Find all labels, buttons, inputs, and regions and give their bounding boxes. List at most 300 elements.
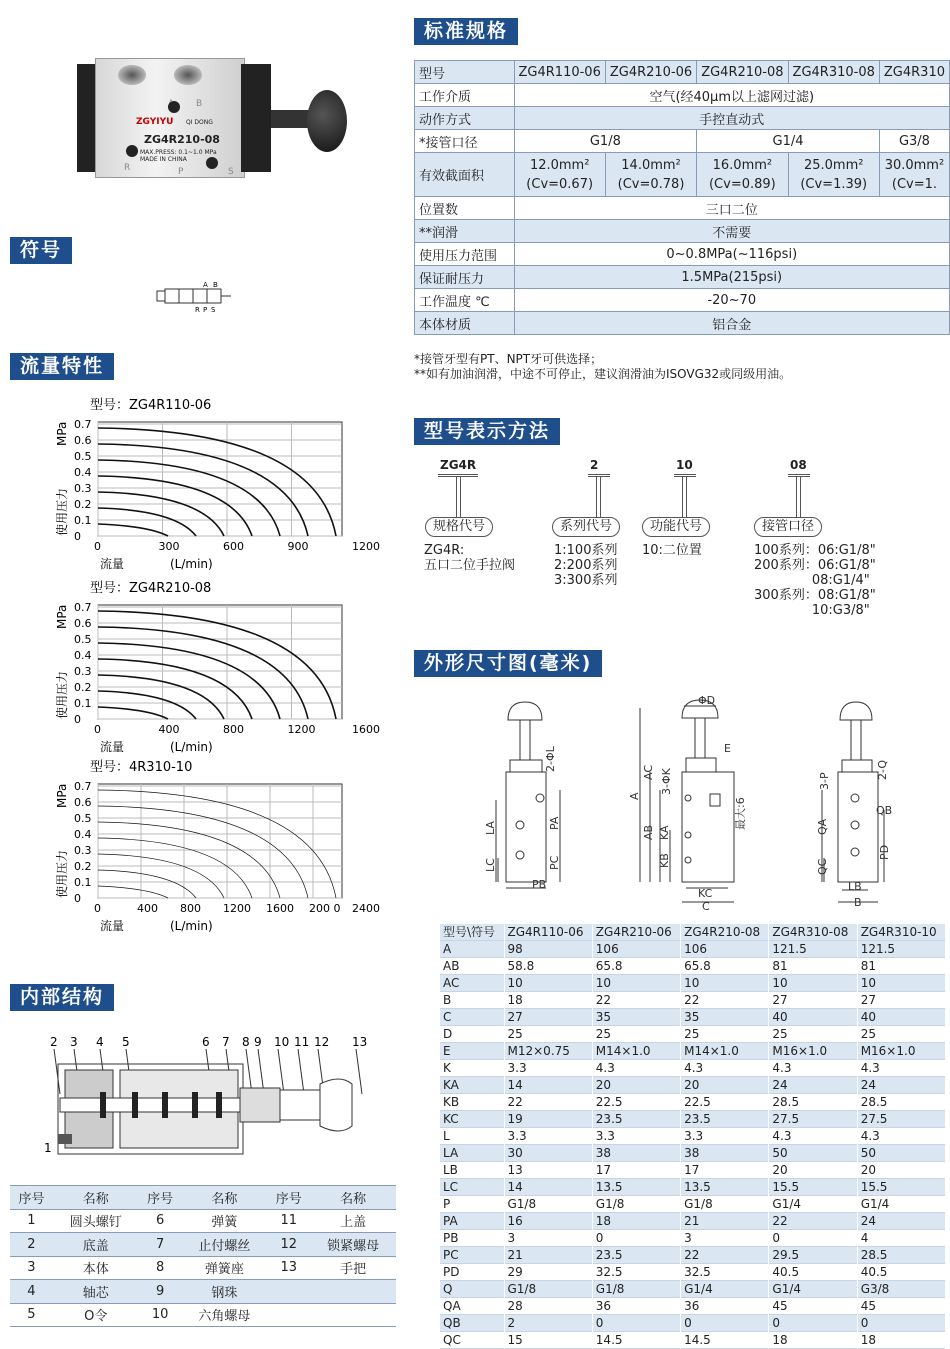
product-photo [75, 50, 365, 200]
dim-cell: 81 [857, 958, 945, 975]
dim-cell: 4 [857, 1230, 945, 1247]
parts-table [10, 1185, 396, 1327]
dim-cell: 38 [592, 1145, 680, 1162]
table-row [10, 1280, 396, 1304]
flow-curve [98, 838, 252, 898]
dim-label-qc: QC [816, 858, 829, 875]
symbol-label-a: A [203, 281, 208, 289]
dim-cell: 19 [504, 1111, 592, 1128]
structure-part-number: 1 [44, 1141, 52, 1155]
table-row [440, 992, 946, 1009]
structure-leader-line [54, 1049, 60, 1094]
flow-curve [98, 675, 224, 719]
dimension-drawings [470, 690, 910, 912]
dim-label-ab: AB [642, 824, 655, 840]
spec-row-label: 有效截面积 [415, 153, 515, 197]
flow-curve [98, 627, 308, 719]
dim-cell: 27.5 [857, 1111, 945, 1128]
dim-cell: M14×1.0 [592, 1043, 680, 1060]
dim-cell: 3 [681, 1230, 769, 1247]
dim-cell: 98 [504, 941, 592, 958]
table-row [10, 1303, 396, 1327]
dim-cell: 23.5 [592, 1111, 680, 1128]
flow-curve [98, 444, 308, 536]
note-2: **如有加油润滑，中途不可停止，建议润滑油为ISOVG32或同级用油。 [414, 367, 792, 381]
dim-label-pc: PC [548, 855, 561, 870]
table-row [440, 1026, 946, 1043]
spec-row-value: 三口二位 [514, 197, 949, 220]
dim-cell: G1/4 [681, 1281, 769, 1298]
structure-part-number: 5 [122, 1035, 130, 1049]
structure-part-number: 11 [294, 1035, 310, 1049]
dim-cell: 27 [769, 992, 857, 1009]
table-row [440, 1094, 946, 1111]
dim-cell: LA [440, 1145, 504, 1162]
model-code-description: 100系列：06:G1/8" 200系列：06:G1/8" 08:G1/4" 300系列：08:G1/8" 10:G3/8" [754, 543, 876, 618]
dim-cell: 27 [504, 1009, 592, 1026]
dim-cell: 28 [504, 1298, 592, 1315]
table-row [440, 975, 946, 992]
pull-knob [307, 90, 347, 152]
dim-cell: 24 [769, 1077, 857, 1094]
structure-leader-line [298, 1049, 304, 1094]
spec-row [415, 312, 950, 335]
flow-curve [98, 806, 308, 898]
dim-cell: 22 [592, 992, 680, 1009]
dim-cell: 21 [504, 1247, 592, 1264]
brand-sub-label: QI DONG [186, 119, 213, 126]
parts-header-cell: 名称 [53, 1186, 139, 1210]
dim-cell: 18 [592, 1213, 680, 1230]
port-label-r: R [124, 163, 131, 173]
table-row [440, 1128, 946, 1145]
spec-row-label: 动作方式 [415, 107, 515, 130]
spec-cell: ZG4R310-08 [788, 61, 879, 84]
chart-ytick-label: 0.2 [74, 681, 92, 694]
dim-cell: 24 [857, 1077, 945, 1094]
dim-cell: PC [440, 1247, 504, 1264]
model-code-pill: 系列代号 [552, 517, 620, 537]
dim-cell: 25 [681, 1026, 769, 1043]
parts-header-cell: 序号 [10, 1186, 53, 1210]
dim-cell: 3.3 [681, 1128, 769, 1145]
chart-title: 型号：ZG4R210-08 [90, 581, 212, 596]
model-code-pill: 规格代号 [425, 517, 493, 537]
parts-cell: 11 [267, 1209, 310, 1233]
dim-cell: 0 [592, 1315, 680, 1332]
chart-ytick-label: 0.4 [74, 828, 92, 841]
parts-header-row [10, 1186, 396, 1210]
dim-cell: 40.5 [769, 1264, 857, 1281]
parts-header-cell: 序号 [267, 1186, 310, 1210]
structure-part-number: 12 [314, 1035, 330, 1049]
spec-row [415, 220, 950, 243]
chart-ytick-label: 0.7 [74, 601, 92, 614]
spec-row [415, 289, 950, 312]
dim-cell: AB [440, 958, 504, 975]
spec-cell: ZG4R310 [879, 61, 949, 84]
flow-curve [98, 508, 196, 536]
model-code-part: 2 [590, 458, 599, 472]
table-row [440, 1162, 946, 1179]
parts-header-cell: 序号 [139, 1186, 182, 1210]
chart-ytick-label: 0.5 [74, 450, 92, 463]
symbol-label-b: B [213, 281, 218, 289]
dim-cell: 106 [681, 941, 769, 958]
dim-cell: 20 [769, 1162, 857, 1179]
dim-cell: 13 [504, 1162, 592, 1179]
chart-ytick-label: 0.7 [74, 780, 92, 793]
dim-cell: 27.5 [769, 1111, 857, 1128]
model-code-pill: 接管口径 [754, 517, 822, 537]
table-row [10, 1233, 396, 1257]
spec-cell: ZG4R210-08 [697, 61, 788, 84]
table-row [440, 941, 946, 958]
dim-cell: 28.5 [857, 1247, 945, 1264]
port-label-b: B [196, 99, 203, 109]
flow-curve [98, 886, 168, 898]
spec-row-value: 0~0.8MPa(~116psi) [514, 243, 949, 266]
dim-cell: QB [440, 1315, 504, 1332]
dim-cell: 29 [504, 1264, 592, 1281]
dim-cell: 10 [681, 975, 769, 992]
dim-cell: G1/8 [681, 1196, 769, 1213]
model-code-description: 1:100系列 2:200系列 3:300系列 [554, 543, 618, 588]
dim-cell: 65.8 [592, 958, 680, 975]
table-row [440, 1196, 946, 1213]
parts-cell: 本体 [53, 1256, 139, 1280]
dim-cell: 25 [504, 1026, 592, 1043]
parts-cell: 弹簧座 [182, 1256, 268, 1280]
dim-cell: G1/4 [769, 1281, 857, 1298]
structure-part-number: 4 [96, 1035, 104, 1049]
dim-cell: 40 [769, 1009, 857, 1026]
dim-cell: 25 [857, 1026, 945, 1043]
dim-cell: 10 [592, 975, 680, 992]
dim-label-ka: KA [658, 825, 671, 840]
parts-cell [267, 1303, 310, 1327]
dim-cell: 13.5 [681, 1179, 769, 1196]
dim-cell: 32.5 [592, 1264, 680, 1281]
dim-cell: 18 [769, 1332, 857, 1349]
dim-cell: 30 [504, 1145, 592, 1162]
structure-part-number: 3 [70, 1035, 78, 1049]
parts-cell: 六角螺母 [182, 1303, 268, 1327]
dim-cell: 35 [681, 1009, 769, 1026]
spec-row [415, 243, 950, 266]
chart-ytick-label: 0.6 [74, 796, 92, 809]
parts-cell [267, 1280, 310, 1304]
dim-cell: 14 [504, 1077, 592, 1094]
dim-cell: 121.5 [769, 941, 857, 958]
dim-header-cell: ZG4R310-08 [769, 924, 857, 941]
dim-cell: 35 [592, 1009, 680, 1026]
flow-curve [98, 659, 252, 719]
model-code-pill: 功能代号 [642, 517, 710, 537]
dim-cell: 0 [769, 1315, 857, 1332]
dim-cell: 29.5 [769, 1247, 857, 1264]
section-title-spec: 标准规格 [414, 18, 518, 45]
dim-cell: 121.5 [857, 941, 945, 958]
dimension-table [440, 924, 946, 1349]
chart-xtick-label: 0 [94, 723, 101, 736]
dim-cell: LB [440, 1162, 504, 1179]
dim-cell: 15 [504, 1332, 592, 1349]
valve-symbol-diagram [155, 280, 235, 316]
chart-ytick-label: 0.1 [74, 876, 92, 889]
table-row [440, 1230, 946, 1247]
dim-cell: 15.5 [769, 1179, 857, 1196]
chart-ylabel-unit: MPa [55, 421, 69, 446]
dim-label-la: LA [484, 821, 497, 835]
spec-row-label: *接管口径 [415, 130, 515, 153]
dim-label-3p: 3-P [818, 772, 831, 790]
parts-cell: 7 [139, 1233, 182, 1257]
chart-ytick-label: 0.3 [74, 665, 92, 678]
dim-cell: 14 [504, 1179, 592, 1196]
dim-cell: 3.3 [592, 1128, 680, 1145]
flow-chart [50, 396, 410, 571]
parts-cell: 3 [10, 1256, 53, 1280]
dim-cell: 36 [681, 1298, 769, 1315]
section-title-model-code: 型号表示方法 [414, 418, 560, 445]
chart-title: 型号：4R310-10 [90, 760, 193, 775]
structure-leader-line [278, 1049, 284, 1094]
dim-cell: 50 [769, 1145, 857, 1162]
dim-cell: 58.8 [504, 958, 592, 975]
dim-header-cell: ZG4R210-06 [592, 924, 680, 941]
dim-label-ac: AC [642, 764, 655, 780]
table-row [440, 1060, 946, 1077]
dim-cell: B [440, 992, 504, 1009]
dim-cell: 50 [857, 1145, 945, 1162]
dim-cell: G3/8 [857, 1281, 945, 1298]
chart-ytick-label: 0.3 [74, 482, 92, 495]
dim-cell: 16 [504, 1213, 592, 1230]
knob-stem [271, 110, 311, 128]
chart-xtick-label: 1600 [266, 902, 294, 915]
dim-cell: M16×1.0 [857, 1043, 945, 1060]
mount-hole [206, 157, 218, 169]
dim-cell: 2 [504, 1315, 592, 1332]
chart-ytick-label: 0.4 [74, 466, 92, 479]
spec-row [415, 153, 950, 197]
dim-label-e: E [724, 742, 731, 755]
table-row [10, 1209, 396, 1233]
parts-cell: 手把 [310, 1256, 396, 1280]
chart-ytick-label: 0.6 [74, 617, 92, 630]
dim-label-qa: QA [816, 818, 829, 835]
internal-structure-diagram [40, 1034, 370, 1164]
spec-row [415, 130, 950, 153]
dim-label-kc: KC [698, 887, 713, 900]
structure-part-number: 2 [50, 1035, 58, 1049]
dim-cell: 45 [857, 1298, 945, 1315]
parts-cell: 13 [267, 1256, 310, 1280]
dim-cell: 4.3 [857, 1128, 945, 1145]
dim-cell: P [440, 1196, 504, 1213]
model-code-part: 08 [790, 458, 807, 472]
dim-cell: 36 [592, 1298, 680, 1315]
chart-ytick-label: 0.6 [74, 434, 92, 447]
parts-header-cell: 名称 [182, 1186, 268, 1210]
flow-curve [98, 492, 224, 536]
dim-cell: KA [440, 1077, 504, 1094]
code-leader-line [796, 477, 801, 517]
dim-cell: 32.5 [681, 1264, 769, 1281]
chart-xtick-label: 200 0 [309, 902, 341, 915]
chart-xtick-label: 400 [158, 723, 180, 736]
structure-leader-line [356, 1049, 362, 1094]
dim-cell: 10 [504, 975, 592, 992]
dim-cell: M14×1.0 [681, 1043, 769, 1060]
dim-cell: A [440, 941, 504, 958]
spec-row-label: 型号 [415, 61, 515, 84]
dim-cell: 17 [681, 1162, 769, 1179]
dim-cell: 22.5 [681, 1094, 769, 1111]
dim-label-d: ΦD [698, 694, 716, 707]
pressure-engraving: MAX.PRESS: 0.1~1.0 MPa MADE IN CHINA [140, 149, 217, 163]
structure-leader-line [246, 1049, 252, 1094]
dim-cell: 3.3 [504, 1060, 592, 1077]
dim-header-cell: ZG4R310-10 [857, 924, 945, 941]
dim-cell: 20 [592, 1077, 680, 1094]
flow-chart [50, 758, 410, 933]
spec-cell: G1/8 [514, 130, 697, 153]
chart-title: 型号：ZG4R110-06 [90, 398, 212, 413]
mount-hole [168, 101, 180, 113]
section-title-symbol: 符号 [10, 237, 72, 264]
parts-cell: 2 [10, 1233, 53, 1257]
dim-cell: C [440, 1009, 504, 1026]
port-hole [174, 65, 202, 85]
dim-cell: 65.8 [681, 958, 769, 975]
dim-cell: AC [440, 975, 504, 992]
dim-label-2l: 2-ΦL [544, 746, 557, 772]
flow-curve [98, 707, 168, 719]
dim-cell: LC [440, 1179, 504, 1196]
spec-cell: G1/4 [697, 130, 880, 153]
dim-cell: PD [440, 1264, 504, 1281]
chart-xtick-label: 900 [287, 540, 309, 553]
chart-ytick-label: 0.5 [74, 633, 92, 646]
port-hole [118, 65, 146, 85]
spec-row-value: 手控直动式 [514, 107, 949, 130]
spec-cell: 30.0mm² (Cv=1. [879, 153, 949, 197]
dim-cell: KC [440, 1111, 504, 1128]
parts-cell: 锁紧螺母 [310, 1233, 396, 1257]
dim-cell: 25 [592, 1026, 680, 1043]
dim-cell: G1/8 [504, 1281, 592, 1298]
chart-ylabel: 使用压力 [55, 670, 69, 719]
spec-row-label: 工作温度 ℃ [415, 289, 515, 312]
dim-cell: 0 [857, 1315, 945, 1332]
dim-cell: PA [440, 1213, 504, 1230]
dim-cell: 0 [769, 1230, 857, 1247]
dim-cell: 28.5 [857, 1094, 945, 1111]
flow-chart [50, 579, 410, 754]
structure-part-number: 6 [202, 1035, 210, 1049]
parts-cell [310, 1303, 396, 1327]
dim-cell: 14.5 [592, 1332, 680, 1349]
code-leader-line [596, 477, 601, 517]
chart-ytick-label: 0 [74, 530, 81, 543]
spec-row-label: **润滑 [415, 220, 515, 243]
parts-cell: 10 [139, 1303, 182, 1327]
dim-cell: 18 [504, 992, 592, 1009]
chart-xtick-label: 2400 [352, 902, 380, 915]
chart-xunit: (L/min) [170, 919, 213, 933]
table-row [440, 1264, 946, 1281]
brand-label: ZGYIYU [136, 117, 174, 127]
chart-ytick-label: 0.2 [74, 860, 92, 873]
table-row [440, 1043, 946, 1060]
dim-cell: 24 [857, 1213, 945, 1230]
chart-ylabel: 使用压力 [55, 849, 69, 898]
spec-row-label: 本体材质 [415, 312, 515, 335]
dim-cell: 106 [592, 941, 680, 958]
table-row [440, 1298, 946, 1315]
dim-cell: 15.5 [857, 1179, 945, 1196]
dim-cell: 4.3 [857, 1060, 945, 1077]
chart-ytick-label: 0.3 [74, 844, 92, 857]
spec-row [415, 107, 950, 130]
dim-cell: G1/8 [504, 1196, 592, 1213]
chart-xtick-label: 300 [158, 540, 180, 553]
parts-cell: 上盖 [310, 1209, 396, 1233]
parts-cell [310, 1280, 396, 1304]
chart-ytick-label: 0.1 [74, 514, 92, 527]
parts-header-cell: 名称 [310, 1186, 396, 1210]
dim-cell: G1/8 [592, 1196, 680, 1213]
dim-header-cell: ZG4R110-06 [504, 924, 592, 941]
valve-body [95, 58, 245, 178]
parts-cell: 圆头螺钉 [53, 1209, 139, 1233]
chart-xunit: (L/min) [170, 740, 213, 754]
structure-leader-line [258, 1049, 264, 1094]
dim-cell: 20 [681, 1077, 769, 1094]
dim-label-2q: 2-Q [876, 759, 889, 780]
parts-cell: 5 [10, 1303, 53, 1327]
parts-cell: 轴芯 [53, 1280, 139, 1304]
parts-cell: 1 [10, 1209, 53, 1233]
chart-ytick-label: 0.5 [74, 812, 92, 825]
spec-row-value: -20~70 [514, 289, 949, 312]
flow-curve [98, 476, 252, 536]
spec-row-label: 保证耐压力 [415, 266, 515, 289]
spec-table [414, 60, 950, 335]
structure-part-number: 8 [242, 1035, 250, 1049]
parts-cell: 8 [139, 1256, 182, 1280]
dim-cell: 3 [504, 1230, 592, 1247]
parts-cell: O令 [53, 1303, 139, 1327]
spec-row-value: 空气(经40μm以上滤网过滤) [514, 84, 949, 107]
dim-cell: L [440, 1128, 504, 1145]
dim-cell: 17 [592, 1162, 680, 1179]
structure-part-number: 7 [222, 1035, 230, 1049]
valve-end-cap-right [241, 64, 271, 172]
dim-cell: 22 [769, 1213, 857, 1230]
dim-label-depth: 最大:6 [734, 797, 747, 830]
dim-cell: KB [440, 1094, 504, 1111]
spec-row [415, 197, 950, 220]
chart-xlabel: 流量 [100, 740, 125, 754]
dim-cell: K [440, 1060, 504, 1077]
dim-cell: 22 [681, 1247, 769, 1264]
port-label-s: S [228, 167, 234, 177]
dim-cell: QC [440, 1332, 504, 1349]
chart-xtick-label: 1600 [352, 723, 380, 736]
